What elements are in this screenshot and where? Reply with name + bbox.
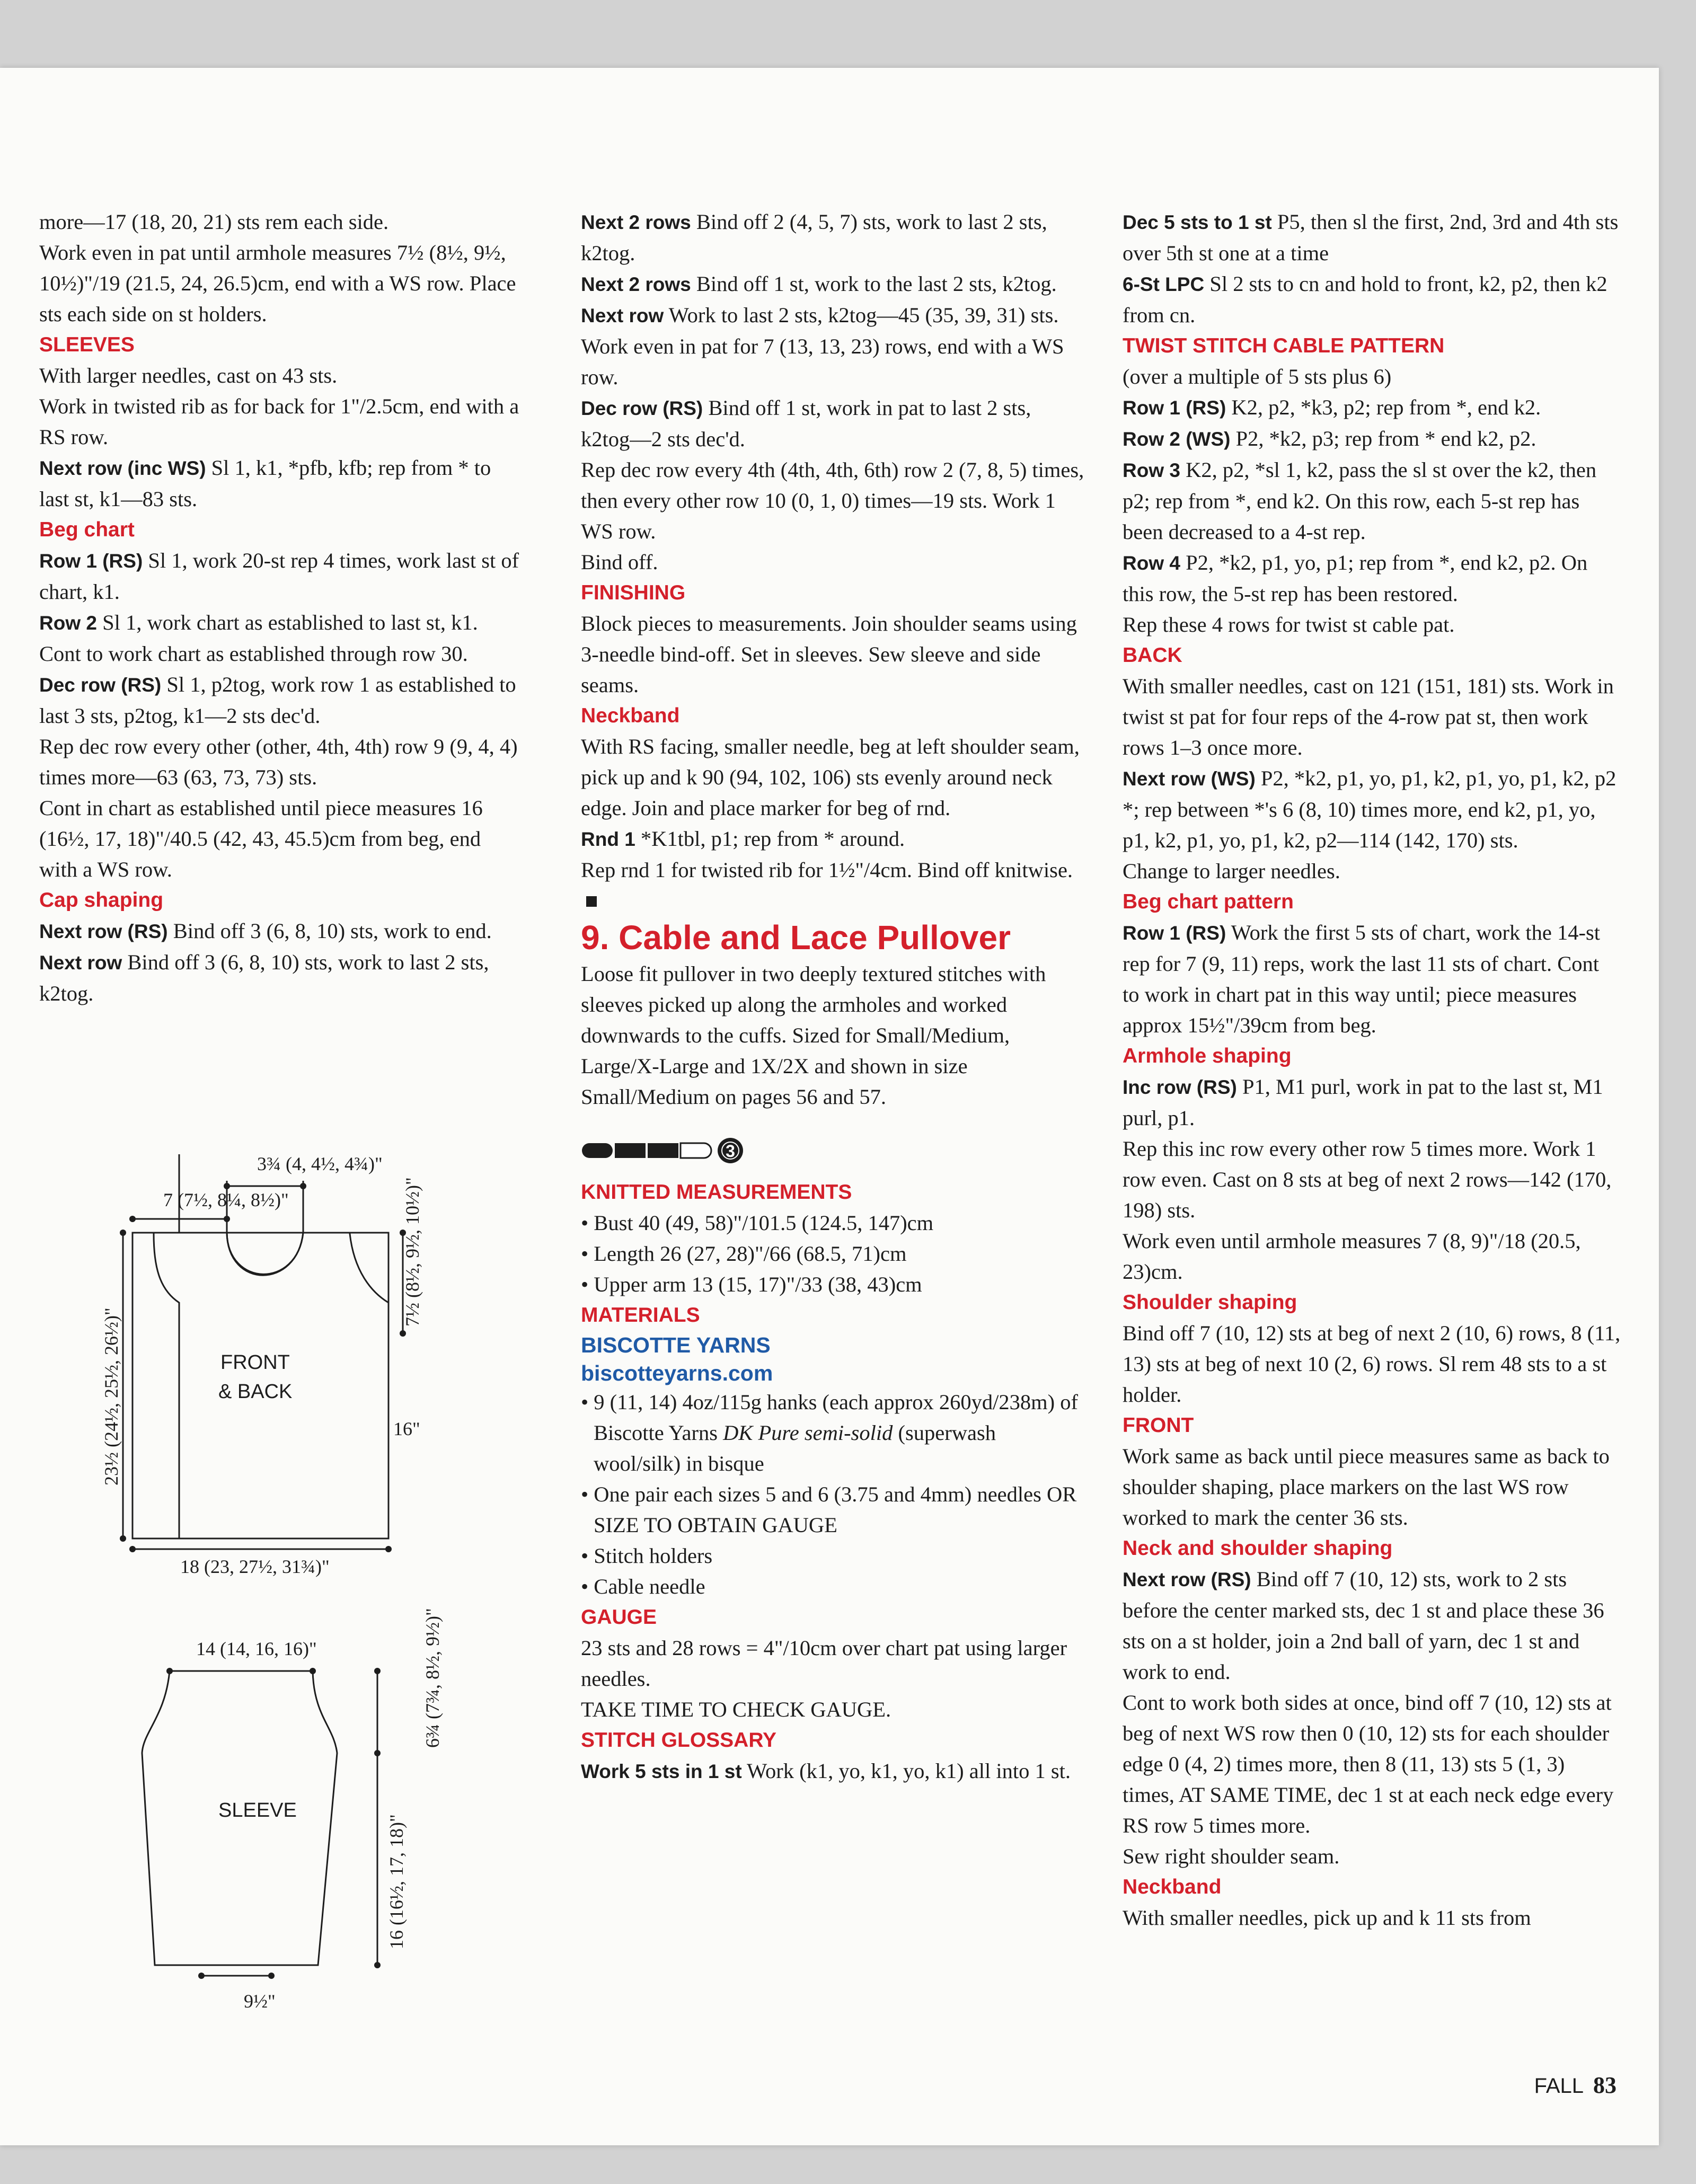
instruction-text: K2, p2, *k3, p2; rep from *, end k2. (1226, 395, 1541, 419)
yarn-name: DK Pure semi-solid (723, 1421, 893, 1445)
list-item: • Upper arm 13 (15, 17)"/33 (38, 43)cm (581, 1272, 922, 1296)
instruction (1123, 207, 1621, 269)
instruction (1123, 917, 1621, 1041)
subheading-neckband: Neckband (1123, 1876, 1222, 1898)
list-item (581, 1387, 1084, 1479)
instruction-text: Bind off 3 (6, 8, 10) sts, work to last 2 sts, k2tog. (39, 950, 489, 1005)
text: (over a multiple of 5 sts plus 6) (1123, 365, 1392, 388)
text: more—17 (18, 20, 21) sts rem each side. (39, 210, 389, 234)
text: Work even in pat for 7 (13, 13, 23) rows, end with a WS row. (581, 334, 1064, 389)
skill-bars-icon (581, 1136, 756, 1165)
label-sleeve-cuff: 9½" (244, 1991, 276, 2012)
instruction-lead: Next 2 rows (581, 211, 691, 233)
instruction-lead: Next row (RS) (39, 921, 168, 942)
schematic-diagram (0, 68, 556, 2071)
instruction-lead: Next row (RS) (1123, 1569, 1251, 1590)
instruction-text: P2, *k2, p1, yo, p1, k2, p1, yo, p1, k2, p2 *; rep between *'s 6 (8, 10) times more, end k2, p1, yo, p1, k2, p1, yo, p1, k2, p2—114 (142, 170) sts. (1123, 766, 1616, 852)
instruction-lead: Row 2 (WS) (1123, 428, 1231, 450)
text: With smaller needles, cast on 121 (151, 181) sts. Work in twist st pat for four reps of the 4-row pat st, then work rows 1–3 once more. (1123, 674, 1614, 759)
instruction-text: Sl 1, work 20-st rep 4 times, work last st of chart, k1. (39, 549, 519, 604)
instruction-text: K2, p2, *sl 1, k2, pass the sl st over the k2, then p2; rep from *, end k2. On this row, each 5-st rep has been decreased to a 4-st rep. (1123, 458, 1597, 544)
instruction-text: Bind off 1 st, work in pat to last 2 sts, k2tog—2 sts dec'd. (581, 396, 1031, 451)
list-item: • Bust 40 (49, 58)"/101.5 (124.5, 147)cm (581, 1211, 934, 1235)
instruction-text: P2, *k2, p1, yo, p1; rep from *, end k2, p2. On this row, the 5-st rep has been restored. (1123, 551, 1588, 606)
instruction (581, 207, 1084, 269)
section-heading-back: BACK (1123, 644, 1182, 667)
subheading-armhole-shaping: Armhole shaping (1123, 1045, 1292, 1067)
instruction (581, 824, 1084, 855)
text: (superwash wool/silk) in bisque (594, 1421, 996, 1475)
skill-level-number: 3 (726, 1142, 735, 1161)
instruction-text: Sl 1, work chart as established to last st, k1. (96, 611, 478, 634)
instruction-text: P5, then sl the first, 2nd, 3rd and 4th sts over 5th st one at a time (1123, 210, 1619, 265)
label-front-length: 23½ (24½, 25½, 26½)" (101, 1307, 122, 1486)
instruction (1123, 1072, 1621, 1134)
instruction-lead: Row 2 (39, 612, 97, 634)
text: With smaller needles, pick up and k 11 sts from (1123, 1906, 1531, 1930)
instruction-text: Sl 2 sts to cn and hold to front, k2, p2, then k2 from cn. (1123, 272, 1607, 327)
instruction-text: Bind off 7 (10, 12) sts, work to 2 sts before the center marked sts, dec 1 st and place these 36 sts on a st holder, join a 2nd ball of yarn, dec 1 st and work to end. (1123, 1567, 1604, 1684)
instruction-lead: Dec row (RS) (581, 397, 703, 419)
section-heading-front: FRONT (1123, 1414, 1194, 1437)
text: Change to larger needles. (1123, 859, 1340, 883)
section-heading-materials: MATERIALS (581, 1304, 700, 1327)
instruction-text: P2, *k2, p3; rep from * end k2, p2. (1230, 427, 1536, 450)
instruction-lead: Next 2 rows (581, 273, 691, 295)
instruction-lead: Next row (inc WS) (39, 457, 206, 479)
instruction (581, 1756, 1084, 1787)
text: Cont in chart as established until piece measures 16 (16½, 17, 18)"/40.5 (42, 43, 45.5)cm from beg, end with a WS row. (39, 796, 483, 881)
text: Cont to work chart as established through row 30. (39, 642, 468, 666)
instruction-lead: Row 1 (RS) (39, 550, 143, 572)
instruction-text: P1, M1 purl, work in pat to the last st, M1 purl, p1. (1123, 1075, 1603, 1130)
text: Bind off. (581, 550, 658, 574)
instruction-text: Sl 1, p2tog, work row 1 as established to last 3 sts, p2tog, k1—2 sts dec'd. (39, 673, 516, 728)
instruction (1123, 269, 1621, 331)
instruction-lead: Row 1 (RS) (1123, 397, 1226, 419)
text: 23 sts and 28 rows = 4"/10cm over chart pat using larger needles. (581, 1636, 1067, 1691)
label-sleeve-cap: 6¾ (7¾, 8½, 9½)" (422, 1608, 443, 1748)
column-3 (1123, 207, 1621, 1933)
instruction (1123, 423, 1621, 455)
instruction-text: Bind off 1 st, work to the last 2 sts, k2tog. (691, 272, 1057, 296)
subheading-cap-shaping: Cap shaping (39, 889, 164, 912)
subheading-shoulder-shaping: Shoulder shaping (1123, 1291, 1297, 1314)
column-2 (581, 207, 1084, 1787)
instruction-text: Bind off 2 (4, 5, 7) sts, work to last 2 sts, k2tog. (581, 210, 1047, 265)
instruction-text: Bind off 3 (6, 8, 10) sts, work to end. (167, 919, 492, 943)
text: Block pieces to measurements. Join shoulder seams using 3-needle bind-off. Set in sleeves. Sew sleeve and side seams. (581, 612, 1077, 697)
skill-level-indicator (581, 1136, 1084, 1165)
subheading-beg-chart: Beg chart (39, 518, 135, 541)
instruction (581, 393, 1084, 455)
instruction-lead: Next row (581, 305, 664, 326)
text: Work same as back until piece measures same as back to shoulder shaping, place markers on the last WS row worked to mark the center 36 sts. (1123, 1444, 1610, 1529)
section-heading-finishing: FINISHING (581, 581, 686, 604)
section-heading-twist-stitch: TWIST STITCH CABLE PATTERN (1123, 334, 1445, 357)
instruction (1123, 392, 1621, 423)
text: Work in twisted rib as for back for 1"/2.5cm, end with a RS row. (39, 394, 519, 449)
text: Rep these 4 rows for twist st cable pat. (1123, 613, 1455, 636)
text: Sew right shoulder seam. (1123, 1844, 1340, 1868)
section-heading-sleeves: SLEEVES (39, 333, 135, 356)
page-footer (1534, 2072, 1616, 2099)
instruction-text: Work the first 5 sts of chart, work the 14-st rep for 7 (9, 11) reps, work the last 11 sts of chart. Cont to work in chart pat in this way until; piece measures approx 15½"/39cm from beg. (1123, 921, 1601, 1037)
text: With RS facing, smaller needle, beg at left shoulder seam, pick up and k 90 (94, 102, 106) sts evenly around neck edge. Join and place marker for beg of rnd. (581, 735, 1080, 820)
label-front-side: 16" (393, 1418, 420, 1439)
text: Work even until armhole measures 7 (8, 9)"/18 (20.5, 23)cm. (1123, 1229, 1581, 1284)
instruction-lead: Next row (WS) (1123, 768, 1256, 790)
instruction (1123, 547, 1621, 609)
yarn-brand: BISCOTTE YARNS (581, 1333, 771, 1357)
magazine-page (0, 68, 1659, 2145)
label-front-back-2: & BACK (218, 1381, 293, 1403)
instruction-text: Rep rnd 1 for twisted rib for 1½"/4cm. Bind off knitwise. (581, 858, 1073, 882)
end-square-icon (586, 896, 597, 907)
text: With larger needles, cast on 43 sts. (39, 364, 338, 387)
subheading-neck-shoulder: Neck and shoulder shaping (1123, 1537, 1393, 1560)
list-item: • Length 26 (27, 28)"/66 (68.5, 71)cm (581, 1242, 907, 1266)
instruction-lead: 6-St LPC (1123, 273, 1205, 295)
text: Rep dec row every other (other, 4th, 4th) row 9 (9, 4, 4) times more—63 (63, 73, 73) sts. (39, 735, 518, 789)
yarn-website-link[interactable]: biscotteyarns.com (581, 1361, 773, 1385)
label-sleeve-top: 14 (14, 16, 16)" (196, 1638, 317, 1659)
label-sleeve: SLEEVE (218, 1799, 297, 1822)
instruction-text: Work to last 2 sts, k2tog—45 (35, 39, 31) sts. (664, 303, 1059, 327)
instruction (581, 300, 1084, 331)
instruction-lead: Work 5 sts in 1 st (581, 1761, 742, 1782)
text: Bind off 7 (10, 12) sts at beg of next 2 (10, 6) rows, 8 (11, 13) sts at beg of next 10 (2, 6) rows. Sl rem 48 sts to a st holder. (1123, 1321, 1621, 1407)
instruction (1123, 1564, 1621, 1687)
section-heading-measurements: KNITTED MEASUREMENTS (581, 1181, 852, 1204)
instruction-lead: Inc row (RS) (1123, 1076, 1237, 1098)
text: • 9 (11, 14) 4oz/115g hanks (each approx 260yd/238m) of Biscotte Yarns (581, 1390, 1078, 1445)
label-front-width: 18 (23, 27½, 31¾)" (180, 1556, 330, 1577)
instruction-text: Sl 1, k1, *pfb, kfb; rep from * to last st, k1—83 sts. (39, 456, 491, 511)
instruction (581, 269, 1084, 300)
page-number: 83 (1593, 2072, 1616, 2098)
instruction-text: Work (k1, yo, k1, yo, k1) all into 1 st. (741, 1759, 1071, 1783)
section-heading-glossary: STITCH GLOSSARY (581, 1729, 777, 1752)
instruction-lead: Next row (39, 952, 122, 974)
text: Rep this inc row every other row 5 times more. Work 1 row even. Cast on 8 sts at beg of next 2 rows—142 (170, 198) sts. (1123, 1137, 1612, 1222)
instruction-lead: Dec row (RS) (39, 674, 162, 696)
neck-curve (227, 1233, 303, 1275)
list-item: • Stitch holders (581, 1544, 713, 1568)
label-sleeve-length: 16 (16½, 17, 18)" (386, 1814, 407, 1949)
instruction-lead: Row 1 (RS) (1123, 922, 1226, 944)
list-item: • Cable needle (581, 1575, 705, 1598)
footer-season: FALL (1534, 2074, 1584, 2098)
label-front-back: FRONT (220, 1351, 290, 1374)
text (581, 855, 1084, 916)
label-front-shoulder: 7 (7½, 8¼, 8½)" (163, 1189, 289, 1210)
front-back-outline (132, 1154, 388, 1538)
text: TAKE TIME TO CHECK GAUGE. (581, 1697, 891, 1721)
instruction-lead: Row 4 (1123, 552, 1180, 574)
instruction-lead: Dec 5 sts to 1 st (1123, 211, 1272, 233)
list-item: • One pair each sizes 5 and 6 (3.75 and 4mm) needles OR SIZE TO OBTAIN GAUGE (581, 1482, 1077, 1537)
text: Rep dec row every 4th (4th, 4th, 6th) row 2 (7, 8, 5) times, then every other row 10 (0, 1, 0) times—19 sts. Work 1 WS row. (581, 458, 1084, 543)
subheading-beg-chart-pattern: Beg chart pattern (1123, 890, 1294, 913)
text: Cont to work both sides at once, bind off 7 (10, 12) sts at beg of next WS row then 0 (10, 12) sts for each shoulder edge 0 (4, 2) times more, then 8 (11, 13) sts 5 (1, 3) times, AT SAME TIME, dec 1 st at each neck edge every RS row 5 times more. (1123, 1691, 1614, 1837)
text: Work even in pat until armhole measures 7½ (8½, 9½, 10½)"/19 (21.5, 24, 26.5)cm, end with a WS row. Place sts each side on st holders. (39, 241, 516, 326)
instruction-text: *K1tbl, p1; rep from * around. (635, 827, 905, 851)
label-front-top: 3¾ (4, 4½, 4¾)" (257, 1153, 383, 1174)
subheading-neckband: Neckband (581, 704, 680, 727)
instruction-lead: Row 3 (1123, 459, 1180, 481)
pattern-title: 9. Cable and Lace Pullover (581, 918, 1011, 957)
instruction-lead: Rnd 1 (581, 828, 635, 850)
label-front-armhole: 7½ (8½, 9½, 10½)" (402, 1177, 423, 1327)
section-heading-gauge: GAUGE (581, 1606, 657, 1629)
instruction (1123, 455, 1621, 547)
intro-text: Loose fit pullover in two deeply textured stitches with sleeves picked up along the armholes and worked downwards to the cuffs. Sized for Small/Medium, Large/X-Large and 1X/2X and shown in size Small/Medium on pages 56 and 57. (581, 962, 1046, 1109)
instruction (1123, 763, 1621, 856)
